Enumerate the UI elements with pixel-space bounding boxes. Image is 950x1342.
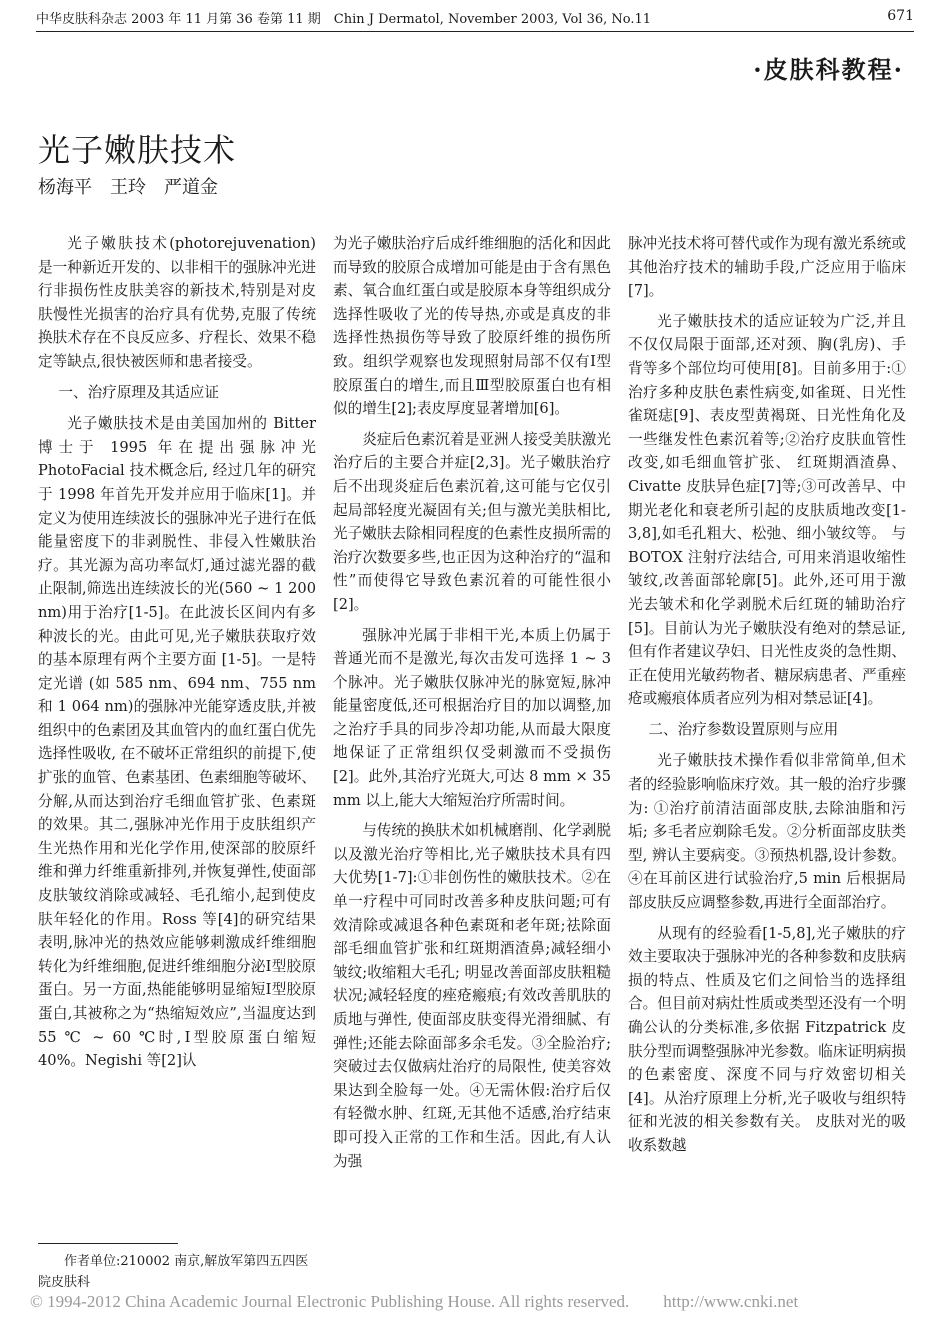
section-heading: 二、治疗参数设置原则与应用 (648, 720, 839, 738)
paragraph: 炎症后色素沉着是亚洲人接受美肤激光治疗后的主要合并症[2,3]。光子嫩肤治疗后不出现炎症后色素沉着,这可能与它仅引起局部轻度光凝固有关;但与激光美肤相比,光子嫩肤去除相同程度的色素性皮损所需的治疗次数要多些,也正因为这种治疗的“温和性”而使得它导致色素沉着的可能性很小[2]。 (333, 430, 611, 613)
paragraph: 光子嫩肤技术的适应证较为广泛,并且不仅仅局限于面部,还对颈、胸(乳房)、手背等多个部位均可使用[8]。目前多用于:①治疗多种皮肤色素性病变,如雀斑、日光性雀斑痣[9]、表皮型黄褐斑、日光性角化及一些继发性色素沉着等;②治疗皮肤血管性改变,如毛细血管扩张、 红斑期酒渣鼻、Civatte 皮肤异色症[7]等;③可改善早、中期光老化和衰老所引起的皮肤质地改变[1-3,8],如毛孔粗大、松弛、细小皱纹等。 与 BOTOX 注射疗法结合, 可用来消退收缩性皱纹,改善面部轮廓[5]。此外,还可用于激光去皱术和化学剥脱术后红斑的辅助治疗[5]。目前认为光子嫩肤没有绝对的禁忌证,但有作者建议孕妇、日光性皮炎的急性期、正在使用光敏药物者、糖尿病患者、严重痤疮或瘢痕体质者应列为相对禁忌证[4]。 (628, 312, 906, 708)
journal-citation: 中华皮肤科杂志 2003 年 11 月第 36 卷第 11 期 Chin J Dermatol, November 2003, Vol 36, No.11 (36, 12, 652, 27)
paragraph: 脉冲光技术将可替代或作为现有激光系统或其他治疗技术的辅助手段,广泛应用于临床[7]。 (628, 235, 906, 300)
article-title: 光子嫩肤技术 (38, 131, 237, 170)
running-header (36, 8, 914, 30)
copyright-watermark: © 1994-2012 China Academic Journal Electronic Publishing House. All rights reserved. http://www.cnki.net (30, 1292, 799, 1311)
paragraph: 光子嫩肤技术(photorejuvenation)是一种新近开发的、以非相干的强脉冲光进行非损伤性皮肤美容的新技术,特别是对皮肤慢性光损害的治疗具有优势,克服了传统换肤术存在不良反应多、疗程长、效果不稳定等缺点,很快被医师和患者接受。 (38, 235, 316, 370)
section-heading: 一、治疗原理及其适应证 (58, 383, 219, 401)
paragraph: 与传统的换肤术如机械磨削、化学剥脱以及激光治疗等相比,光子嫩肤技术具有四大优势[1-7]:①非创伤性的嫩肤技术。②在单一疗程中可同时改善多种皮肤问题;可有效清除或减退各种色素斑和老年斑;祛除面部毛细血管扩张和红斑期酒渣鼻;减轻细小皱纹;收缩粗大毛孔; 明显改善面部皮肤粗糙状况;减轻轻度的痤疮瘢痕;有效改善肌肤的质地与弹性, 使面部皮肤变得光滑细腻、有弹性;还能去除面部多余毛发。③全脸治疗;突破过去仅做病灶治疗的局限性, 使美容效果达到全脸每一处。④无需休假:治疗后仅有轻微水肿、红斑,无其他不适感,治疗结束即可投入正常的工作和生活。因此,有人认为强 (333, 822, 611, 1170)
column-2 (333, 232, 611, 1180)
page-number: 671 (887, 8, 914, 24)
paragraph: 从现有的经验看[1-5,8],光子嫩肤的疗效主要取决于强脉冲光的各种参数和皮肤病损的特点、性质及它们之间恰当的选择组合。但目前对病灶性质或类型还没有一个明确公认的分类标准,多依据 Fitzpatrick 皮肤分型而调整强脉冲光参数。临床证明病损的色素密度、深度不同与疗效密切相关[4]。从治疗原理上分析,光子吸收与组织特征和光波的相关参数有关。 皮肤对光的吸收系数越 (628, 924, 906, 1154)
author-affiliation-footnote: 作者单位:210002 南京,解放军第四五四医院皮肤科 (38, 1254, 309, 1290)
paragraph: 光子嫩肤技术操作看似非常简单,但术者的经验影响临床疗效。其一般的治疗步骤为: ①治疗前清洁面部皮肤,去除油脂和污垢; 多毛者应剃除毛发。②分析面部皮肤类型, 辨认主要病变。③预热机器,设计参数。 ④在耳前区进行试验治疗,5 min 后根据局部皮肤反应调整参数,再进行全面部治疗。 (628, 752, 906, 912)
header-rule (36, 31, 914, 32)
paragraph: 光子嫩肤技术是由美国加州的 Bitter 博士于 1995 年在提出强脉冲光 PhotoFacial 技术概念后, 经过几年的研究于 1998 年首先开发并应用于临床[1]。并定义为使用连续波长的强脉冲光子进行在低能量密度下的非剥脱性、非侵入性嫩肤治疗。其光源为高功率氙灯,通过滤光器的截止限制,筛选出连续波长的光(560 ~ 1 200 nm)用于治疗[1-5]。在此波长区间内有多种波长的光。由此可见,光子嫩肤获取疗效的基本原理有两个主要方面 [1-5]。一是特定光谱 (如 585 nm、694 nm、755 nm 和 1 064 nm)的强脉冲光能穿透皮肤,并被组织中的色素团及其血管内的血红蛋白优先选择性吸收, 在不破坏正常组织的前提下,使扩张的血管、色素基团、色素细胞等破坏、分解,从而达到治疗毛细血管扩张、色素斑的效果。其二,强脉冲光作用于皮肤组织产生光热作用和光化学作用,使深部的胶原纤维和弹力纤维重新排列,并恢复弹性,使面部皮肤皱纹消除或减轻、毛孔缩小,起到使皮肤年轻化的作用。Ross 等[4]的研究结果表明,脉冲光的热效应能够刺激成纤维细胞转化为纤维细胞,促进纤维细胞分泌Ⅰ型胶原蛋白。另一方面,热能能够明显缩短Ⅰ型胶原蛋白,其被称之为“热缩短效应”,当温度达到 55 ℃ ~ 60 ℃时,Ⅰ型胶原蛋白缩短 40%。Negishi 等[2]认 (38, 415, 316, 1070)
authors: 杨海平 王玲 严道金 (38, 177, 218, 198)
column-3 (628, 232, 906, 1165)
paragraph: 为光子嫩肤治疗后成纤维细胞的活化和因此而导致的胶原合成增加可能是由于含有黑色素、氧合血红蛋白或是胶原本身等组织成分选择性吸收了光的传导热,亦或是真皮的非选择性热损伤等导致了胶原纤维的损伤所致。组织学观察也发现照射局部不仅有Ⅰ型胶原蛋白的增生,而且Ⅲ型胶原蛋白也有相似的增生[2];表皮厚度显著增加[6]。 (333, 235, 611, 418)
footnote-rule (38, 1243, 178, 1244)
column-1 (38, 232, 316, 1080)
section-tag: ·皮肤科教程· (753, 55, 904, 84)
paragraph: 强脉冲光属于非相干光,本质上仍属于普通光而不是激光,每次击发可选择 1 ~ 3 个脉冲。光子嫩肤仅脉冲光的脉宽短,脉冲能量密度低,还可根据治疗目的加以调整,加之治疗手具的同步冷却功能,从而最大限度地保证了正常组织仅受刺激而不受损伤[2]。此外,其治疗光斑大,可达 8 mm × 35 mm 以上,能大大缩短治疗所需时间。 (333, 626, 611, 809)
